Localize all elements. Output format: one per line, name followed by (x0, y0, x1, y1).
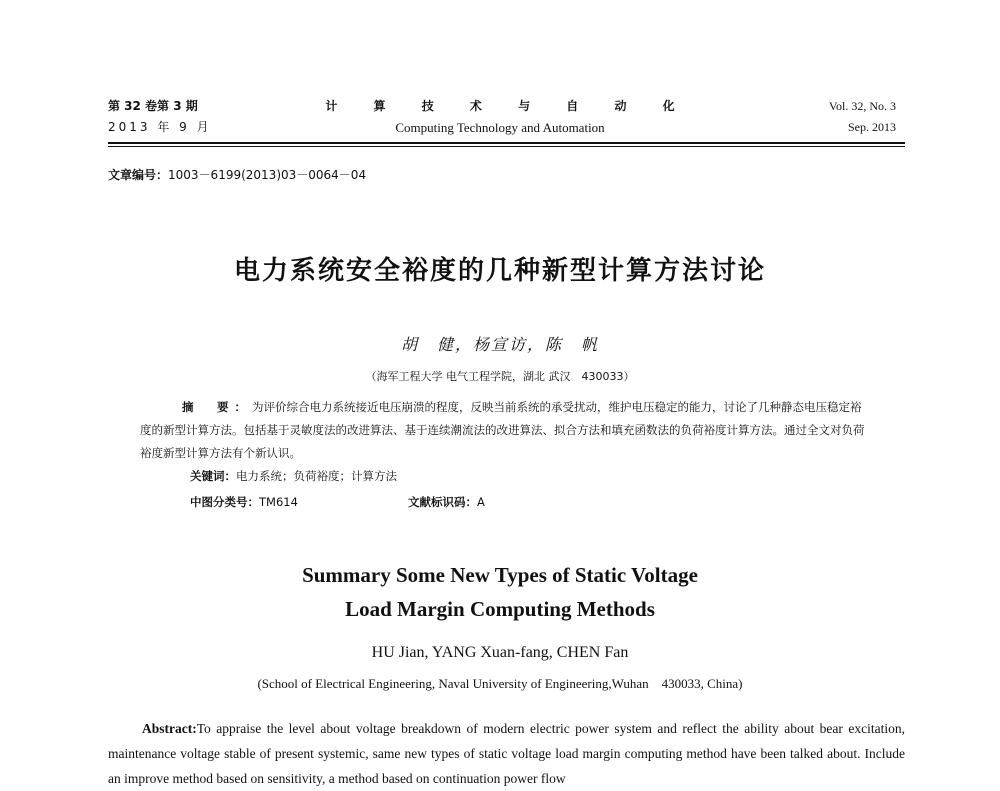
abstract-en-label: Abstract: (142, 721, 197, 736)
header-right (829, 96, 896, 138)
clc-number (190, 494, 298, 510)
date-en: Sep. 2013 (848, 120, 896, 134)
clc-value: TM614 (259, 495, 298, 509)
volume-en: Vol. 32, No. 3 (828, 99, 896, 113)
document-code-label: 文献标识码： (408, 495, 477, 509)
article-number-value: 1003－6199(2013)03－0064－04 (168, 168, 367, 182)
article-number (108, 166, 366, 183)
abstract-cn (140, 396, 868, 465)
clc-label: 中图分类号： (190, 495, 259, 509)
article-number-label: 文章编号： (108, 168, 169, 182)
paper-title-en-line2: Load Margin Computing Methods (345, 597, 655, 621)
keywords-cn-text: 电力系统；负荷裕度；计算方法 (236, 469, 397, 483)
journal-name-cn: 计 算 技 术 与 自 动 化 (325, 99, 691, 113)
paper-title-en-line1: Summary Some New Types of Static Voltage (302, 563, 698, 587)
date-cn: 2013 年 9 月 (108, 120, 212, 134)
authors-cn: 胡 健，杨宣访，陈 帆 (400, 335, 599, 354)
keywords-cn (190, 468, 397, 484)
keywords-cn-label: 关键词： (190, 469, 236, 483)
authors-en: HU Jian, YANG Xuan-fang, CHEN Fan (371, 644, 629, 661)
header-rule-thick (108, 142, 905, 144)
document-code-value: A (477, 495, 485, 509)
abstract-cn-label: 摘 要： (182, 400, 252, 414)
abstract-en (108, 716, 905, 791)
paper-title-en (0, 558, 1000, 626)
abstract-cn-text: 为评价综合电力系统接近电压崩溃的程度，反映当前系统的承受扰动，维护电压稳定的能力，讨论了几种静态电压稳定裕度的新型计算方法。包括基于灵敏度法的改进算法、基于连续潮流法的改进算法、拟合方法和填充函数法的负荷裕度计算方法。通过全文对负荷裕度新型计算方法有个新认识。 (140, 400, 865, 460)
header-rule-thin (108, 146, 905, 147)
journal-name-en: Computing Technology and Automation (395, 120, 605, 135)
paper-title-cn: 电力系统安全裕度的几种新型计算方法讨论 (233, 256, 766, 286)
affiliation-en: (School of Electrical Engineering, Naval University of Engineering,Wuhan 430033, China) (257, 676, 743, 691)
volume-cn: 第 32 卷第 3 期 (108, 99, 198, 113)
affiliation-cn: （海军工程大学 电气工程学院，湖北 武汉 430033） (365, 370, 635, 383)
document-code (408, 494, 485, 510)
abstract-en-text: To appraise the level about voltage breakdown of modern electric power system and reflect the ability about bear excitation, maintenance voltage stable of present systemic, same new types of static voltage load margin computing method have been talked about. Include an improve method based on sensitivity, a method based on continuation power flow (108, 721, 905, 786)
